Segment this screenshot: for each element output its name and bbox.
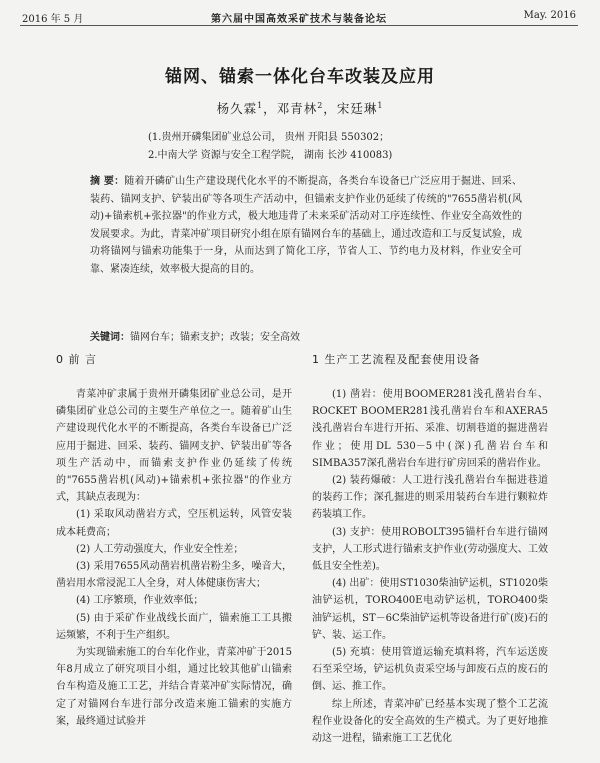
author-name: 杨久霖 — [216, 101, 258, 116]
affiliation-2: 2.中南大学 资源与安全工程学院， 湖南 长沙 410083) — [148, 150, 393, 161]
author-name: 邓青林 — [276, 101, 318, 116]
list-item: (2) 装药爆破：人工进行浅孔凿岩台车掘进巷道的装药工作；深孔掘进的则采用装药台车进行颗粒炸药装填工作。 — [312, 475, 548, 521]
author-line: 杨久霖$^1$，邓青林$^2$，宋廷琳$^1$ — [216, 100, 384, 116]
list-item: (3) 采用7655风动凿岩机凿岩粉尘多，噪音大，凿岩用水常浸泥工人全身，对人体健康伤害大； — [56, 561, 292, 590]
keywords-text: 锚网台车；锚索支护；改装；安全高效 — [130, 332, 300, 343]
list-item: (5) 由于采矿作业战线长面广，锚索施工工具搬运频繁，不利于生产组织。 — [56, 612, 292, 641]
right-column — [312, 351, 548, 747]
header-forum-name: 第六届中国高效采矿技术与装备论坛 — [211, 14, 387, 25]
keywords — [90, 328, 522, 343]
paragraph: 为实现锚索施工的台车化作业，青菜冲矿于2015年8月成立了研究项目小组，通过比较其他矿山锚索台车构造及施工工艺，并结合青菜冲矿实际情况，确定了对锚网台车进行部分改造来施工锚索的实施方案，最终通过试验并 — [56, 647, 292, 727]
paragraph: 综上所述，青菜冲矿已经基本实现了整个工艺流程作业设备化的安全高效的生产模式。为了更好地推动这一进程，锚索施工工艺优化 — [312, 698, 548, 745]
author-affiliation-mark: 1 — [257, 100, 264, 110]
list-item: (3) 支护：使用ROBOLT395锚杆台车进行锚网支护，人工形式进行锚索支护作业(劳动强度大、工效低且安全性差)。 — [312, 526, 548, 573]
section-heading-process: 1 生产工艺流程及配套使用设备 — [312, 353, 481, 366]
abstract — [90, 173, 522, 278]
list-item: (4) 出矿：使用ST1030柴油铲运机，ST1020柴油铲运机，TORO400E电动铲运机，TORO400柴油铲运机，ST－6C柴油铲运机等设备进行矿(废)石的铲、装、运工作。 — [312, 578, 548, 641]
header-date-en: May. 2016 — [523, 10, 576, 21]
list-item: (5) 充填：使用管道运输充填料将，汽车运送废石至采空场，铲运机负责采空场与卸废石点的废石的倒、运、推工作。 — [312, 647, 548, 693]
abstract-text: 随着开磷矿山生产建设现代化水平的不断提高，各类台车设备已广泛应用于掘进、回采、装药、锚网支护、铲装出矿等各项生产活动中，但锚索支护作业仍延续了传统的"7655凿岩机(风动)+锚索机+张拉器"的作业方式，极大地违背了未来采矿活动对工序连续性、作业安全高效性的发展要求。为此，青菜冲矿项目研究小组在原有锚网台车的基础上，通过改造和工与反复试验，成功将锚网与锚索功能集于一身，从而达到了简化工序，节省人工、节约电力及材料，作业安全可靠、紧凑连续，效率极大提高的目的。 — [90, 176, 523, 275]
paper-title: 锚网、锚索一体化台车改装及应用 — [165, 67, 435, 87]
paragraph: 青菜冲矿隶属于贵州开磷集团矿业总公司，是开磷集团矿业总公司的主要生产单位之一。随着矿山生产建设现代化水平的不断提高，各类台车设备已广泛应用于掘进、回采、装药、锚网支护、铲装出矿等各项生产活动中，而锚索支护作业仍延续了传统的"7655凿岩机(风动)+锚索机+张拉器"的作业方式，其缺点表现为： — [56, 389, 292, 504]
abstract-label: 摘 要： — [90, 176, 125, 187]
list-item: (1) 凿岩：使用BOOMER281浅孔凿岩台车、ROCKET BOOMER281浅孔凿岩台车和AXERA5浅孔凿岩台车进行开拓、采准、切割巷道的掘进凿岩作业；使用DL 530－5中(深)孔凿岩台车和SIMBA357深孔凿岩台车进行矿房回采的凿岩作业。 — [312, 389, 548, 469]
keywords-label: 关键词： — [90, 332, 130, 343]
header-rule — [20, 25, 578, 26]
left-column — [56, 351, 292, 730]
list-item: (1) 采取风动凿岩方式，空压机运转，风管安装成本耗费高； — [56, 509, 292, 538]
header-date: 2016 年 5 月 — [22, 14, 84, 25]
author-affiliation-mark: 1 — [377, 100, 384, 110]
affiliation-1: (1.贵州开磷集团矿业总公司， 贵州 开阳县 550302； — [148, 132, 390, 143]
list-item: (2) 人工劳动强度大，作业安全性差； — [76, 543, 244, 555]
author-name: 宋廷琳 — [336, 101, 378, 116]
list-item: (4) 工序繁琐，作业效率低； — [76, 595, 204, 607]
author-affiliation-mark: 2 — [317, 100, 324, 110]
section-heading-intro: 0 前 言 — [56, 353, 97, 366]
